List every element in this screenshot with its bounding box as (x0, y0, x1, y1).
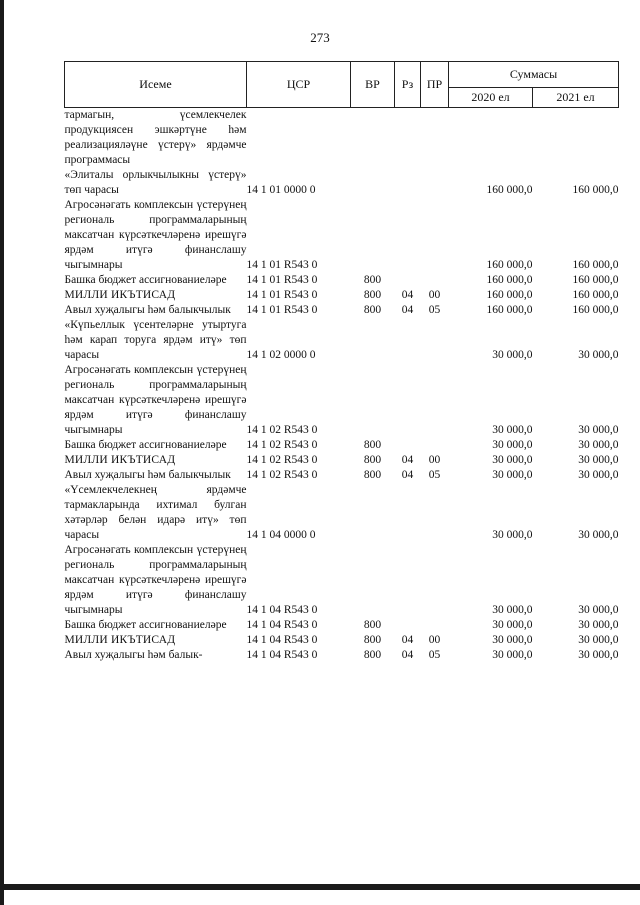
table-row (65, 363, 619, 438)
row-rz (395, 198, 421, 273)
row-amount-2021: 160 000,0 (572, 289, 619, 301)
header-pr: ПР (421, 62, 449, 108)
row-vr: 800 (363, 634, 382, 646)
row-vr (351, 198, 395, 273)
row-vr (351, 543, 395, 618)
row-name: тармагын, үсемлекчелек продукциясен эшкәртүне һәм реализацияләүне үстерү» ярдәмче программасы (64, 109, 247, 166)
row-name: Башка бюджет ассигнованиеләре (64, 274, 227, 286)
row-amount-2020: 160 000,0 (486, 289, 533, 301)
row-pr (421, 273, 449, 288)
row-rz (395, 168, 421, 198)
table-row (65, 438, 619, 453)
table-row (65, 468, 619, 483)
header-vr: ВР (351, 62, 395, 108)
row-amount-2021 (533, 108, 619, 169)
page-number: 273 (310, 30, 330, 45)
table-row (65, 648, 619, 663)
row-amount-2021: 160 000,0 (572, 274, 619, 286)
row-vr (351, 108, 395, 169)
row-name: Башка бюджет ассигнованиеләре (64, 439, 227, 451)
header-year-2021: 2021 ел (533, 88, 619, 108)
row-rz (395, 618, 421, 633)
row-vr: 800 (363, 649, 382, 661)
header-year-2020: 2020 ел (449, 88, 533, 108)
row-csr: 14 1 04 R543 0 (246, 634, 318, 646)
row-name: МИЛЛИ ИКЪТИСАД (64, 454, 176, 466)
row-rz: 04 (401, 289, 414, 301)
row-vr (351, 363, 395, 438)
row-csr: 14 1 02 R543 0 (246, 439, 318, 451)
row-amount-2021: 30 000,0 (578, 439, 619, 451)
row-vr: 800 (363, 439, 382, 451)
row-name: МИЛЛИ ИКЪТИСАД (64, 289, 176, 301)
row-pr: 00 (428, 289, 441, 301)
row-pr (421, 363, 449, 438)
row-pr: 05 (428, 304, 441, 316)
row-name: Авыл хуҗалыгы һәм балыкчылык (64, 469, 231, 481)
row-rz: 04 (401, 469, 414, 481)
row-vr: 800 (363, 289, 382, 301)
table-row (65, 318, 619, 363)
table-row (65, 198, 619, 273)
row-name: «Үсемлекчелекнең ярдәмче тармакларында ихтимал булган хәтәрләр белән идарә итү» төп чарасы (64, 484, 247, 541)
row-rz (395, 318, 421, 363)
row-vr: 800 (363, 304, 382, 316)
row-vr (351, 318, 395, 363)
table-body (65, 108, 619, 664)
row-csr (247, 108, 351, 169)
row-amount-2020: 30 000,0 (492, 469, 533, 481)
row-vr (351, 483, 395, 543)
row-vr: 800 (363, 274, 382, 286)
row-pr (421, 618, 449, 633)
scan-left-edge (0, 0, 4, 905)
row-name: Авыл хуҗалыгы һәм балыкчылык (64, 304, 231, 316)
row-name: Авыл хуҗалыгы һәм балык- (64, 649, 203, 661)
row-rz: 04 (401, 454, 414, 466)
row-amount-2021: 30 000,0 (578, 454, 619, 466)
row-csr: 14 1 02 0000 0 (246, 349, 316, 361)
row-amount-2020 (449, 108, 533, 169)
row-vr: 800 (363, 619, 382, 631)
row-pr (421, 543, 449, 618)
row-amount-2020: 30 000,0 (492, 424, 533, 436)
row-rz (395, 273, 421, 288)
row-amount-2021: 30 000,0 (578, 604, 619, 616)
row-name: Агросәнәгать комплексын үстерүнең региональ программаларының максатчан күрсәткечләренә ирешүгә ярдәм итүгә финанслашу чыгымнары (64, 364, 247, 436)
row-amount-2020: 30 000,0 (492, 529, 533, 541)
row-amount-2021: 30 000,0 (578, 424, 619, 436)
row-csr: 14 1 04 0000 0 (246, 529, 316, 541)
row-name: МИЛЛИ ИКЪТИСАД (64, 634, 176, 646)
row-pr (421, 438, 449, 453)
row-pr (421, 318, 449, 363)
row-amount-2020: 160 000,0 (486, 259, 533, 271)
row-rz (395, 108, 421, 169)
table-row (65, 288, 619, 303)
table-row (65, 168, 619, 198)
row-rz: 04 (401, 304, 414, 316)
row-amount-2021: 160 000,0 (572, 184, 619, 196)
row-amount-2020: 30 000,0 (492, 649, 533, 661)
row-vr (351, 168, 395, 198)
row-csr: 14 1 04 R543 0 (246, 619, 318, 631)
row-pr: 00 (428, 634, 441, 646)
row-name: «Элиталы орлыкчылыкны үстерү» төп чарасы (64, 169, 247, 196)
table-row (65, 273, 619, 288)
row-amount-2021: 160 000,0 (572, 304, 619, 316)
row-amount-2020: 30 000,0 (492, 439, 533, 451)
row-pr (421, 198, 449, 273)
header-name: Исеме (65, 62, 247, 108)
table-row (65, 483, 619, 543)
row-csr: 14 1 01 R543 0 (246, 274, 318, 286)
row-amount-2020: 160 000,0 (486, 184, 533, 196)
table-row (65, 543, 619, 618)
row-amount-2021: 30 000,0 (578, 649, 619, 661)
row-pr: 05 (428, 649, 441, 661)
table-row (65, 303, 619, 318)
row-csr: 14 1 02 R543 0 (246, 454, 318, 466)
header-rz: Рз (395, 62, 421, 108)
row-csr: 14 1 04 R543 0 (246, 649, 318, 661)
row-rz (395, 543, 421, 618)
row-amount-2021: 30 000,0 (578, 529, 619, 541)
row-rz: 04 (401, 634, 414, 646)
table-header (65, 62, 619, 108)
row-vr: 800 (363, 454, 382, 466)
table-row (65, 618, 619, 633)
row-name: Агросәнәгать комплексын үстерүнең региональ программаларының максатчан күрсәткечләренә ирешүгә ярдәм итүгә финанслашу чыгымнары (64, 199, 247, 271)
table-row (65, 633, 619, 648)
table-row (65, 108, 619, 169)
row-name: Агросәнәгать комплексын үстерүнең региональ программаларының максатчан күрсәткечләренә ирешүгә ярдәм итүгә финанслашу чыгымнары (64, 544, 247, 616)
row-amount-2021: 30 000,0 (578, 469, 619, 481)
table-row (65, 453, 619, 468)
row-csr: 14 1 01 R543 0 (246, 304, 318, 316)
row-pr: 05 (428, 469, 441, 481)
row-csr: 14 1 01 R543 0 (246, 259, 318, 271)
row-amount-2021: 30 000,0 (578, 349, 619, 361)
row-name: «Күпьеллык үсентеләрне утыртуга һәм карап торуга ярдәм итү» төп чарасы (64, 319, 247, 361)
row-rz: 04 (401, 649, 414, 661)
row-name: Башка бюджет ассигнованиеләре (64, 619, 227, 631)
row-csr: 14 1 02 R543 0 (246, 469, 318, 481)
row-rz (395, 363, 421, 438)
row-amount-2020: 30 000,0 (492, 619, 533, 631)
row-amount-2020: 30 000,0 (492, 349, 533, 361)
row-csr: 14 1 01 R543 0 (246, 289, 318, 301)
row-amount-2020: 30 000,0 (492, 454, 533, 466)
row-pr (421, 108, 449, 169)
scan-bottom-edge (0, 884, 640, 890)
row-amount-2021: 30 000,0 (578, 634, 619, 646)
row-amount-2021: 160 000,0 (572, 259, 619, 271)
row-pr: 00 (428, 454, 441, 466)
row-rz (395, 438, 421, 453)
row-csr: 14 1 04 R543 0 (246, 604, 318, 616)
row-rz (395, 483, 421, 543)
row-amount-2020: 160 000,0 (486, 304, 533, 316)
row-csr: 14 1 02 R543 0 (246, 424, 318, 436)
row-pr (421, 483, 449, 543)
row-amount-2020: 30 000,0 (492, 604, 533, 616)
budget-table (64, 61, 619, 663)
header-sums: Суммасы (449, 62, 619, 88)
row-csr: 14 1 01 0000 0 (246, 184, 316, 196)
row-amount-2020: 30 000,0 (492, 634, 533, 646)
row-pr (421, 168, 449, 198)
row-amount-2020: 160 000,0 (486, 274, 533, 286)
header-csr: ЦСР (247, 62, 351, 108)
row-amount-2021: 30 000,0 (578, 619, 619, 631)
row-vr: 800 (363, 469, 382, 481)
